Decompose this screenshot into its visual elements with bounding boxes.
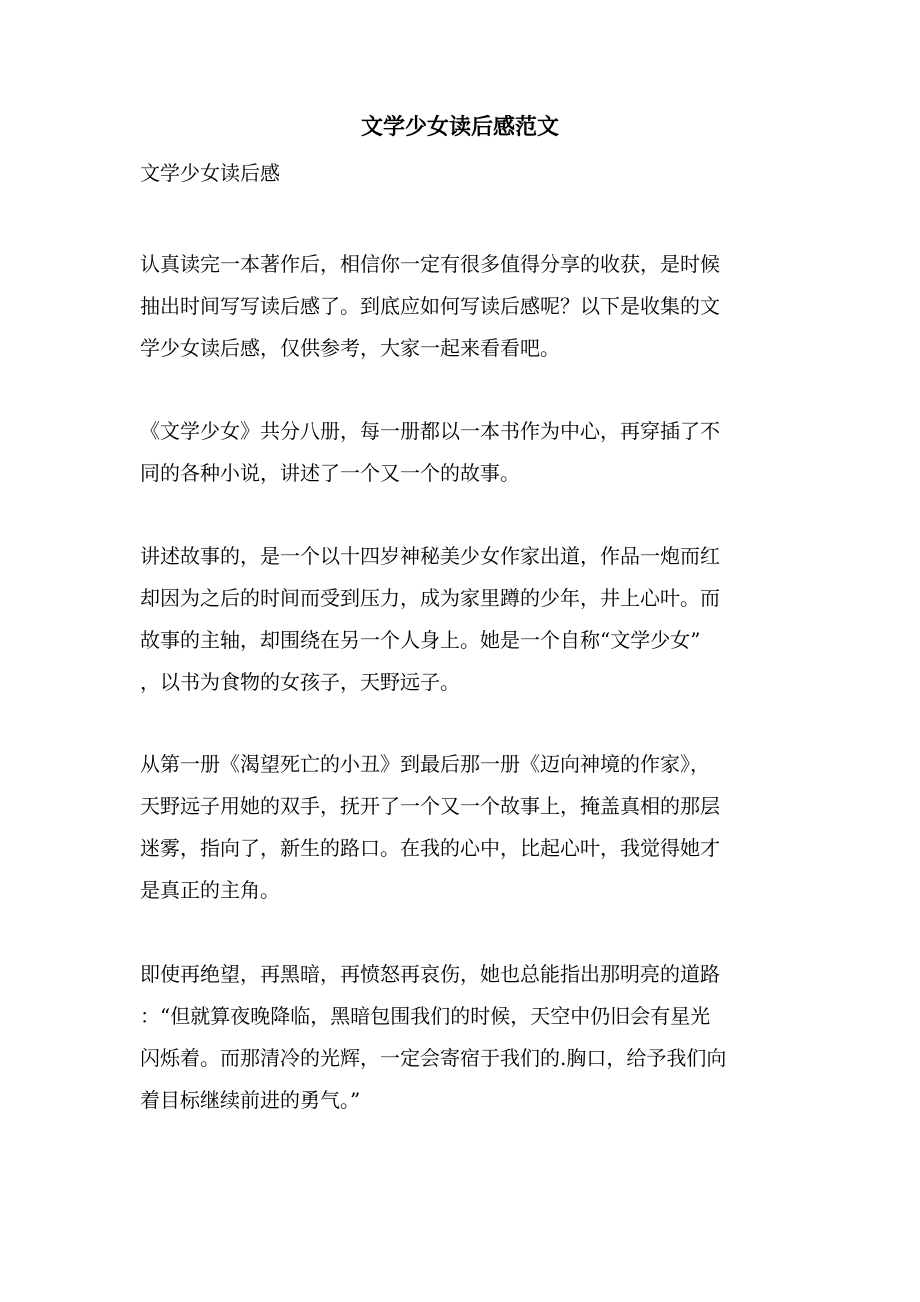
paragraph-line: 故事的主轴，却围绕在另一个人身上。她是一个自称“文学少女” [140, 628, 701, 652]
paragraph-line: 认真读完一本著作后，相信你一定有很多值得分享的收获，是时候 [140, 252, 720, 276]
document-subtitle: 文学少女读后感 [140, 161, 280, 185]
paragraph-line: 迷雾，指向了，新生的路口。在我的心中，比起心叶，我觉得她才 [140, 836, 720, 860]
paragraph-overview [140, 410, 790, 494]
paragraph-quote [140, 953, 790, 1121]
paragraph-line: 天野远子用她的双手，抚开了一个又一个故事上，掩盖真相的那层 [140, 794, 720, 818]
paragraph-line: 闪烁着。而那清冷的光辉，一定会寄宿于我们的.胸口，给予我们向 [140, 1046, 727, 1070]
paragraph-line: 从第一册《渴望死亡的小丑》到最后那一册《迈向神境的作家》， [140, 752, 710, 776]
document-title: 文学少女读后感范文 [360, 114, 559, 140]
paragraph-line: 即使再绝望，再黑暗，再愤怒再哀伤，她也总能指出那明亮的道路 [140, 962, 720, 986]
paragraph-line: ：“但就算夜晚降临，黑暗包围我们的时候，天空中仍旧会有星光 [140, 1004, 711, 1028]
paragraph-line: 学少女读后感，仅供参考，大家一起来看看吧。 [140, 336, 560, 360]
paragraph-intro [140, 243, 790, 369]
paragraph-line: ，以书为食物的女孩子，天野远子。 [140, 670, 460, 694]
paragraph-protagonist [140, 743, 790, 911]
paragraph-line: 同的各种小说，讲述了一个又一个的故事。 [140, 461, 520, 485]
paragraph-line: 是真正的主角。 [140, 878, 280, 902]
paragraph-line: 却因为之后的时间而受到压力，成为家里蹲的少年，井上心叶。而 [140, 586, 720, 610]
paragraph-line: 讲述故事的，是一个以十四岁神秘美少女作家出道，作品一炮而红 [140, 544, 720, 568]
paragraph-narrator [140, 535, 790, 703]
paragraph-line: 着目标继续前进的勇气。” [140, 1088, 361, 1112]
paragraph-line: 《文学少女》共分八册，每一册都以一本书作为中心，再穿插了不 [140, 419, 720, 443]
paragraph-line: 抽出时间写写读后感了。到底应如何写读后感呢？以下是收集的文 [140, 294, 720, 318]
